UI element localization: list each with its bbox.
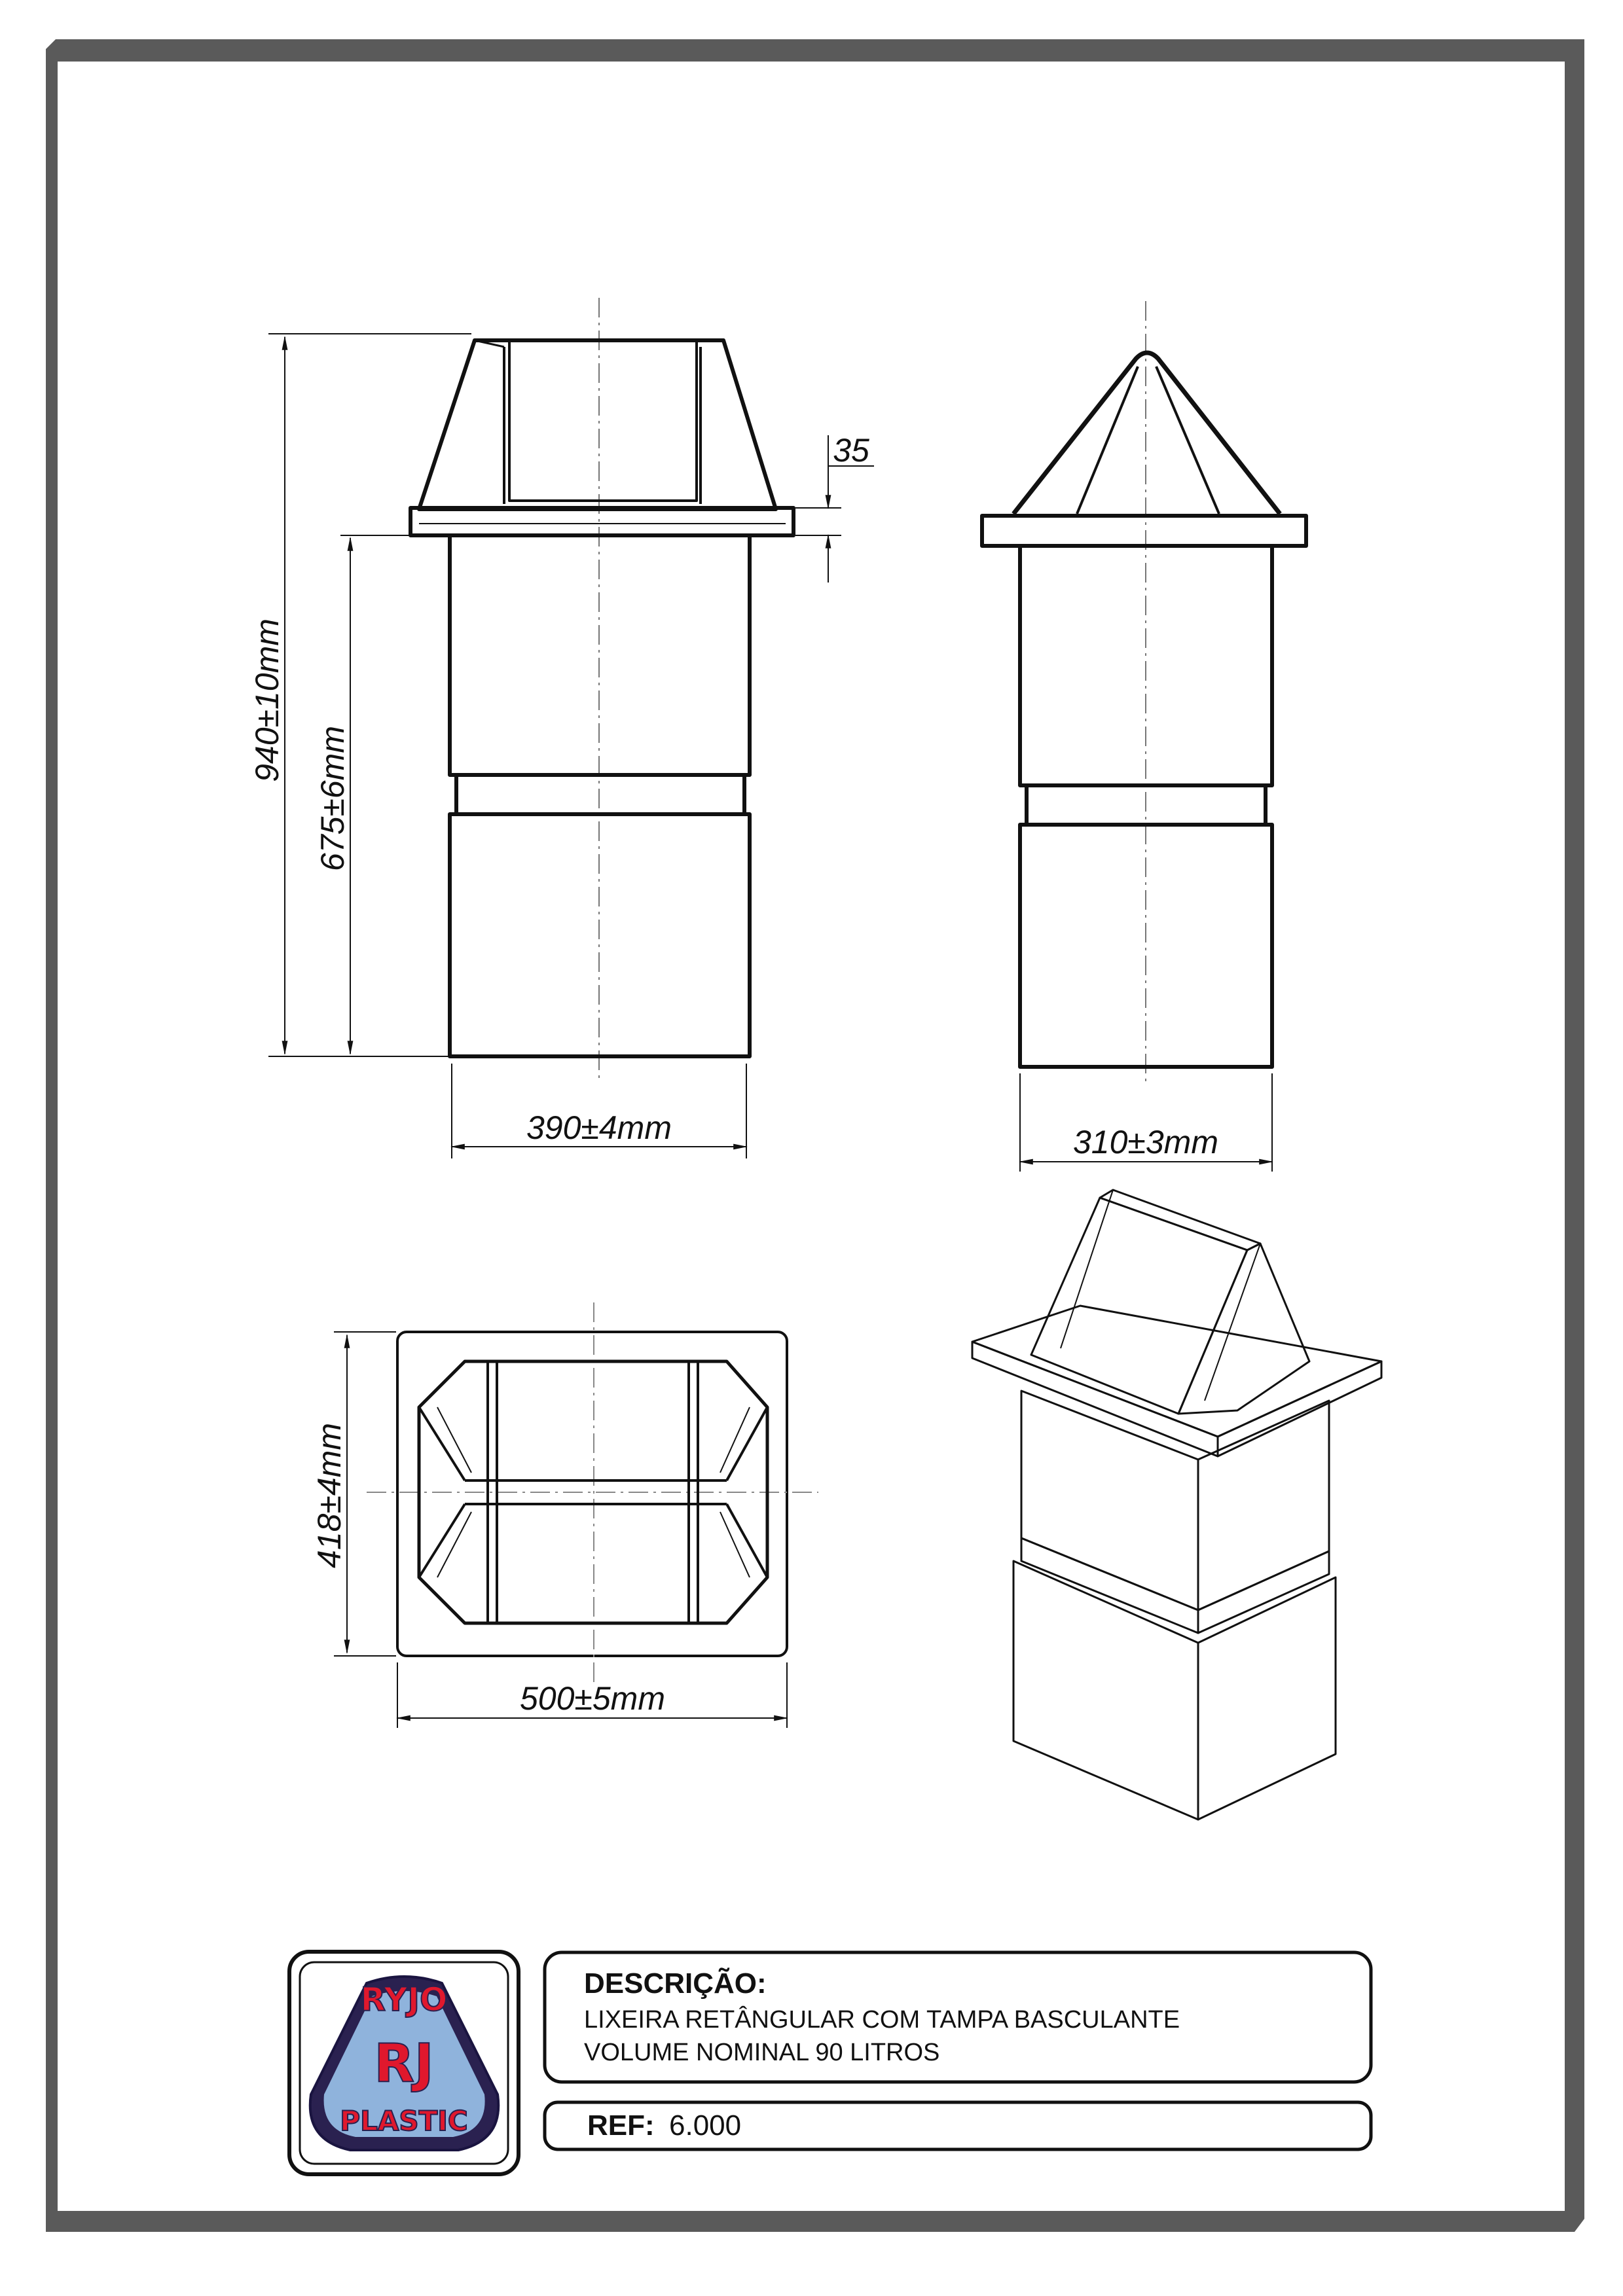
dim-side-width-label: 310±3mm	[1073, 1124, 1218, 1160]
dim-total-height-label: 940±10mm	[249, 619, 285, 782]
dim-top-width-label: 500±5mm	[520, 1680, 665, 1717]
dim-body-height-label: 675±6mm	[314, 726, 351, 871]
description-line-1: LIXEIRA RETÂNGULAR COM TAMPA BASCULANTE	[584, 2006, 1180, 2034]
dim-rim-thickness-label: 35	[833, 432, 869, 469]
description-line-2: VOLUME NOMINAL 90 LITROS	[584, 2039, 940, 2066]
logo-bottom-text: PLASTIC	[340, 2105, 468, 2137]
dim-top-depth-label: 418±4mm	[311, 1423, 348, 1568]
ref-label: REF:	[587, 2109, 655, 2142]
dim-front-width-label: 390±4mm	[526, 1109, 672, 1146]
logo-monogram: RJ	[374, 2033, 434, 2094]
page-frame	[46, 39, 1584, 2232]
ref-value: 6.000	[669, 2109, 742, 2142]
logo-top-text: RYJO	[360, 1981, 448, 2018]
description-label: DESCRIÇÃO:	[584, 1967, 767, 2000]
